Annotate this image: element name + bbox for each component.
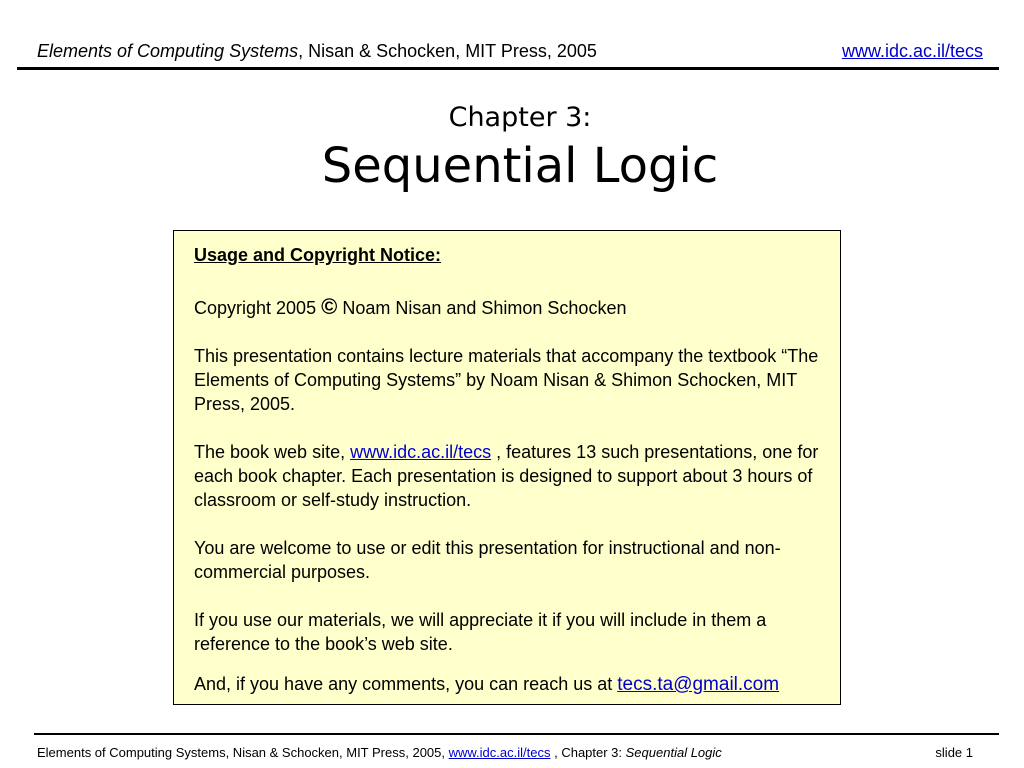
copyright-symbol: © xyxy=(321,294,338,319)
reference-paragraph: If you use our materials, we will appreciate it if you will include in them a reference to the book’s web site. xyxy=(194,610,767,654)
contact-prefix: And, if you have any comments, you can reach us at xyxy=(194,674,618,694)
copyright-notice-box xyxy=(173,230,841,705)
website-suffix: , features 13 such presentations, one for each book chapter. Each presentation is designed to support about 3 hours of classroom or self-study instruction. xyxy=(194,442,819,510)
footer-chapter-prefix: , Chapter 3: xyxy=(550,745,626,760)
header-book-title: Elements of Computing Systems xyxy=(37,41,299,61)
header-website-link[interactable]: www.idc.ac.il/tecs xyxy=(841,41,983,61)
contact-email-link[interactable]: tecs.ta@gmail.com xyxy=(617,674,780,695)
notice-heading: Usage and Copyright Notice: xyxy=(194,245,442,265)
copyright-prefix: Copyright 2005 xyxy=(194,298,322,318)
header-divider xyxy=(17,67,999,70)
footer-chapter-name: Sequential Logic xyxy=(625,745,722,760)
footer-citation-line xyxy=(37,744,722,762)
notice-website-link[interactable]: www.idc.ac.il/tecs xyxy=(350,442,492,462)
website-paragraph xyxy=(194,440,834,512)
textbook-paragraph: This presentation contains lecture materials that accompany the textbook “The Elements of Computing Systems” by Noam Nisan & Shimon Schocken, MIT Press, 2005. xyxy=(194,346,819,414)
footer-website-link[interactable]: www.idc.ac.il/tecs xyxy=(448,745,551,760)
copyright-holders: Noam Nisan and Shimon Schocken xyxy=(337,298,627,318)
contact-paragraph xyxy=(194,672,834,697)
slide-number: slide 1 xyxy=(935,745,973,760)
header-citation-rest: , Nisan & Schocken, MIT Press, 2005 xyxy=(298,41,597,61)
slide-header xyxy=(37,38,983,64)
slide-footer xyxy=(37,744,973,762)
chapter-label: Chapter 3: xyxy=(448,102,592,133)
header-citation xyxy=(37,38,597,64)
copyright-line xyxy=(194,295,834,320)
notice-content xyxy=(194,243,834,697)
footer-citation: Elements of Computing Systems, Nisan & Schocken, MIT Press, 2005, xyxy=(37,745,449,760)
welcome-paragraph: You are welcome to use or edit this presentation for instructional and non-commercial purposes. xyxy=(194,538,781,582)
chapter-title: Sequential Logic xyxy=(321,138,719,194)
website-prefix: The book web site, xyxy=(194,442,351,462)
footer-divider xyxy=(34,733,999,735)
